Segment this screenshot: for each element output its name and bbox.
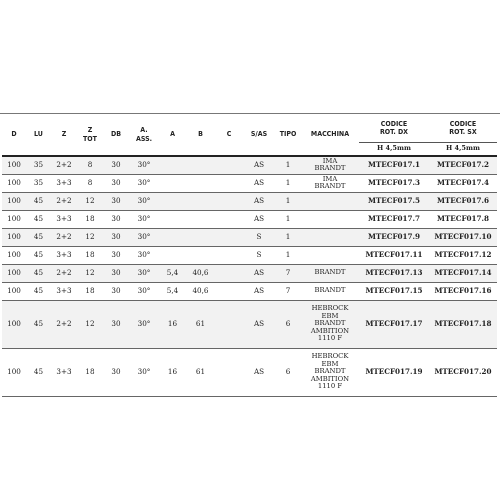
cell-sas: AS	[243, 156, 275, 174]
cell-a	[159, 210, 186, 228]
cell-z: 3+3	[56, 177, 72, 187]
col-header-aass	[129, 114, 159, 156]
table-row	[2, 174, 497, 192]
table-row	[2, 192, 497, 210]
cell-lu: 45	[33, 285, 44, 295]
cell-d: 100	[2, 156, 26, 174]
cell-z: 3+3	[56, 285, 72, 295]
tool-spec-table	[2, 114, 497, 397]
cell-d: 100	[7, 213, 21, 223]
cell-db: 30	[111, 213, 121, 223]
cell-ztot: 18	[85, 213, 95, 223]
cell-ztot: 12	[77, 264, 103, 282]
cell-tipo: 6	[285, 366, 291, 376]
cell-b	[186, 192, 215, 210]
cell-d: 100	[7, 285, 21, 295]
cell-lu: 45	[26, 264, 51, 282]
cell-code-sx: MTECF017.6	[429, 192, 497, 210]
cell-z: 3+3	[56, 249, 72, 259]
cell-macchina	[301, 348, 359, 396]
cell-macchina	[301, 210, 359, 228]
cell-code-sx: MTECF017.18	[429, 300, 497, 348]
cell-c	[215, 282, 243, 300]
cell-aass: 30°	[129, 192, 159, 210]
table-row	[2, 246, 497, 264]
cell-lu: 45	[26, 300, 51, 348]
cell-db: 30	[103, 300, 129, 348]
table-body	[2, 156, 497, 396]
machine-name: HEBROCK	[311, 352, 349, 361]
col-header-codice-dx-line1: CODICE	[380, 119, 408, 128]
cell-code-dx: MTECF017.13	[359, 264, 429, 282]
cell-lu: 45	[26, 228, 51, 246]
cell-tipo: 1	[285, 249, 291, 259]
col-header-d: D	[2, 114, 26, 156]
cell-code-sx: MTECF017.16	[434, 285, 492, 295]
machine-name: 1110 F	[317, 334, 343, 343]
cell-lu: 35	[26, 156, 51, 174]
col-header-codice-sx-line1: CODICE	[449, 119, 477, 128]
cell-db: 30	[103, 192, 129, 210]
cell-ztot: 12	[77, 300, 103, 348]
cell-ztot: 12	[77, 192, 103, 210]
cell-b	[186, 174, 215, 192]
cell-aass: 30°	[129, 228, 159, 246]
col-header-aass-line1: A.	[140, 126, 148, 135]
cell-tipo: 7	[275, 264, 301, 282]
cell-code-dx: MTECF017.5	[359, 192, 429, 210]
col-header-codice-dx	[359, 114, 429, 143]
cell-aass: 30°	[137, 285, 151, 295]
cell-a	[159, 192, 186, 210]
table-row	[2, 156, 497, 174]
cell-a: 5,4	[159, 264, 186, 282]
cell-sas: S	[243, 228, 275, 246]
cell-c	[215, 264, 243, 282]
cell-a: 16	[167, 366, 178, 376]
cell-sas: AS	[243, 300, 275, 348]
cell-c	[215, 192, 243, 210]
cell-aass: 30°	[129, 300, 159, 348]
cell-z: 2+2	[51, 228, 77, 246]
cell-ztot: 18	[85, 285, 95, 295]
cell-c	[215, 348, 243, 396]
cell-db: 30	[111, 177, 121, 187]
machine-name: AMBITION	[310, 326, 350, 335]
cell-a	[159, 156, 186, 174]
cell-d: 100	[2, 192, 26, 210]
cell-sas: AS	[253, 285, 265, 295]
cell-ztot: 18	[85, 249, 95, 259]
cell-tipo: 1	[275, 192, 301, 210]
cell-sas: S	[256, 249, 262, 259]
col-header-codice-sx	[429, 114, 497, 143]
table-row	[2, 300, 497, 348]
cell-a	[159, 228, 186, 246]
machine-name: BRANDT	[314, 367, 346, 376]
machine-name: BRANDT	[314, 268, 346, 277]
machine-name: BRANDT	[314, 182, 346, 190]
cell-aass: 30°	[137, 366, 151, 376]
cell-z: 2+2	[51, 192, 77, 210]
machine-name: IMA	[322, 174, 338, 183]
cell-sas: AS	[253, 213, 265, 223]
cell-tipo: 1	[275, 156, 301, 174]
cell-sas: AS	[243, 264, 275, 282]
cell-ztot: 12	[77, 228, 103, 246]
cell-aass: 30°	[137, 249, 151, 259]
cell-code-sx: MTECF017.12	[434, 249, 492, 259]
cell-lu: 35	[33, 177, 44, 187]
col-header-db: DB	[103, 114, 129, 156]
cell-b: 40,6	[192, 285, 209, 295]
table-row	[2, 210, 497, 228]
machine-name: AMBITION	[310, 374, 350, 383]
cell-b	[186, 210, 215, 228]
cell-d: 100	[7, 366, 21, 376]
cell-c	[215, 156, 243, 174]
cell-c	[215, 210, 243, 228]
cell-code-dx: MTECF017.1	[359, 156, 429, 174]
cell-sas: AS	[253, 366, 265, 376]
col-header-sas: S/AS	[243, 114, 275, 156]
machine-name: EBM	[321, 311, 339, 320]
cell-aass: 30°	[129, 156, 159, 174]
cell-code-dx: MTECF017.17	[359, 300, 429, 348]
cell-ztot: 8	[77, 156, 103, 174]
cell-aass: 30°	[129, 264, 159, 282]
col-header-a: A	[159, 114, 186, 156]
cell-code-dx: MTECF017.7	[367, 213, 421, 223]
cell-lu: 45	[26, 192, 51, 210]
cell-c	[215, 246, 243, 264]
cell-z: 2+2	[51, 264, 77, 282]
cell-macchina	[301, 246, 359, 264]
cell-db: 30	[103, 228, 129, 246]
cell-b	[186, 228, 215, 246]
machine-name: EBM	[321, 359, 339, 368]
machine-name: BRANDT	[314, 164, 346, 173]
cell-macchina	[301, 282, 359, 300]
cell-code-sx: MTECF017.14	[429, 264, 497, 282]
cell-b: 61	[195, 366, 206, 376]
cell-b	[186, 156, 215, 174]
cell-code-dx: MTECF017.15	[365, 285, 423, 295]
cell-tipo: 1	[285, 213, 291, 223]
machine-name: HEBROCK	[311, 304, 349, 313]
cell-code-sx: MTECF017.2	[429, 156, 497, 174]
col-subheader-h-sx: H 4,5mm	[429, 143, 497, 157]
cell-lu: 45	[33, 366, 44, 376]
cell-macchina	[301, 228, 359, 246]
cell-tipo: 6	[275, 300, 301, 348]
col-header-c: C	[215, 114, 243, 156]
table-row	[2, 282, 497, 300]
cell-code-sx: MTECF017.20	[434, 366, 492, 376]
cell-b: 61	[186, 300, 215, 348]
cell-db: 30	[111, 249, 121, 259]
col-header-aass-line2: ASS.	[135, 134, 153, 143]
cell-b: 40,6	[186, 264, 215, 282]
table-row	[2, 264, 497, 282]
cell-ztot: 8	[87, 177, 93, 187]
cell-lu: 45	[33, 249, 44, 259]
col-header-lu: LU	[26, 114, 51, 156]
cell-d: 100	[2, 228, 26, 246]
cell-macchina	[301, 300, 359, 348]
col-subheader-h-dx: H 4,5mm	[359, 143, 429, 157]
machine-name: BRANDT	[314, 286, 346, 295]
col-header-ztot	[77, 114, 103, 156]
cell-code-dx: MTECF017.11	[365, 249, 423, 259]
cell-tipo: 7	[285, 285, 291, 295]
cell-d: 100	[2, 264, 26, 282]
cell-c	[215, 174, 243, 192]
cell-code-dx: MTECF017.9	[359, 228, 429, 246]
cell-macchina	[301, 174, 359, 192]
table-row	[2, 348, 497, 396]
cell-sas: AS	[243, 192, 275, 210]
machine-name: BRANDT	[314, 319, 346, 328]
cell-code-sx: MTECF017.8	[436, 213, 490, 223]
cell-d: 100	[7, 177, 21, 187]
table-row	[2, 228, 497, 246]
cell-d: 100	[7, 249, 21, 259]
cell-d: 100	[2, 300, 26, 348]
cell-a: 5,4	[166, 285, 179, 295]
col-header-macchina: MACCHINA	[301, 114, 359, 156]
cell-c	[215, 300, 243, 348]
cell-macchina	[301, 192, 359, 210]
cell-code-dx: MTECF017.19	[365, 366, 423, 376]
cell-sas: AS	[253, 177, 265, 187]
cell-ztot: 18	[85, 366, 95, 376]
cell-a	[159, 174, 186, 192]
cell-z: 3+3	[56, 213, 72, 223]
cell-code-dx: MTECF017.3	[367, 177, 421, 187]
machine-name: IMA	[322, 156, 338, 165]
cell-tipo: 1	[285, 177, 291, 187]
cell-aass: 30°	[137, 177, 151, 187]
cell-aass: 30°	[137, 213, 151, 223]
cell-macchina	[301, 156, 359, 174]
col-header-z: Z	[51, 114, 77, 156]
cell-code-sx: MTECF017.10	[429, 228, 497, 246]
col-header-ztot-line2: TOT	[83, 134, 97, 143]
cell-z: 2+2	[51, 300, 77, 348]
col-header-ztot-line1: Z	[87, 126, 93, 135]
cell-code-sx: MTECF017.4	[436, 177, 490, 187]
cell-a	[159, 246, 186, 264]
machine-name: 1110 F	[317, 382, 343, 391]
cell-z: 2+2	[51, 156, 77, 174]
table-header	[2, 114, 497, 156]
cell-tipo: 1	[275, 228, 301, 246]
col-header-tipo: TIPO	[275, 114, 301, 156]
col-header-codice-sx-line2: ROT. SX	[449, 128, 477, 136]
cell-z: 3+3	[56, 366, 72, 376]
cell-db: 30	[111, 285, 121, 295]
col-header-codice-dx-line2: ROT. DX	[379, 128, 409, 136]
cell-db: 30	[111, 366, 121, 376]
cell-lu: 45	[33, 213, 44, 223]
cell-macchina	[301, 264, 359, 282]
cell-b	[186, 246, 215, 264]
cell-db: 30	[103, 156, 129, 174]
cell-db: 30	[103, 264, 129, 282]
col-header-b: B	[186, 114, 215, 156]
cell-c	[215, 228, 243, 246]
cell-a: 16	[159, 300, 186, 348]
